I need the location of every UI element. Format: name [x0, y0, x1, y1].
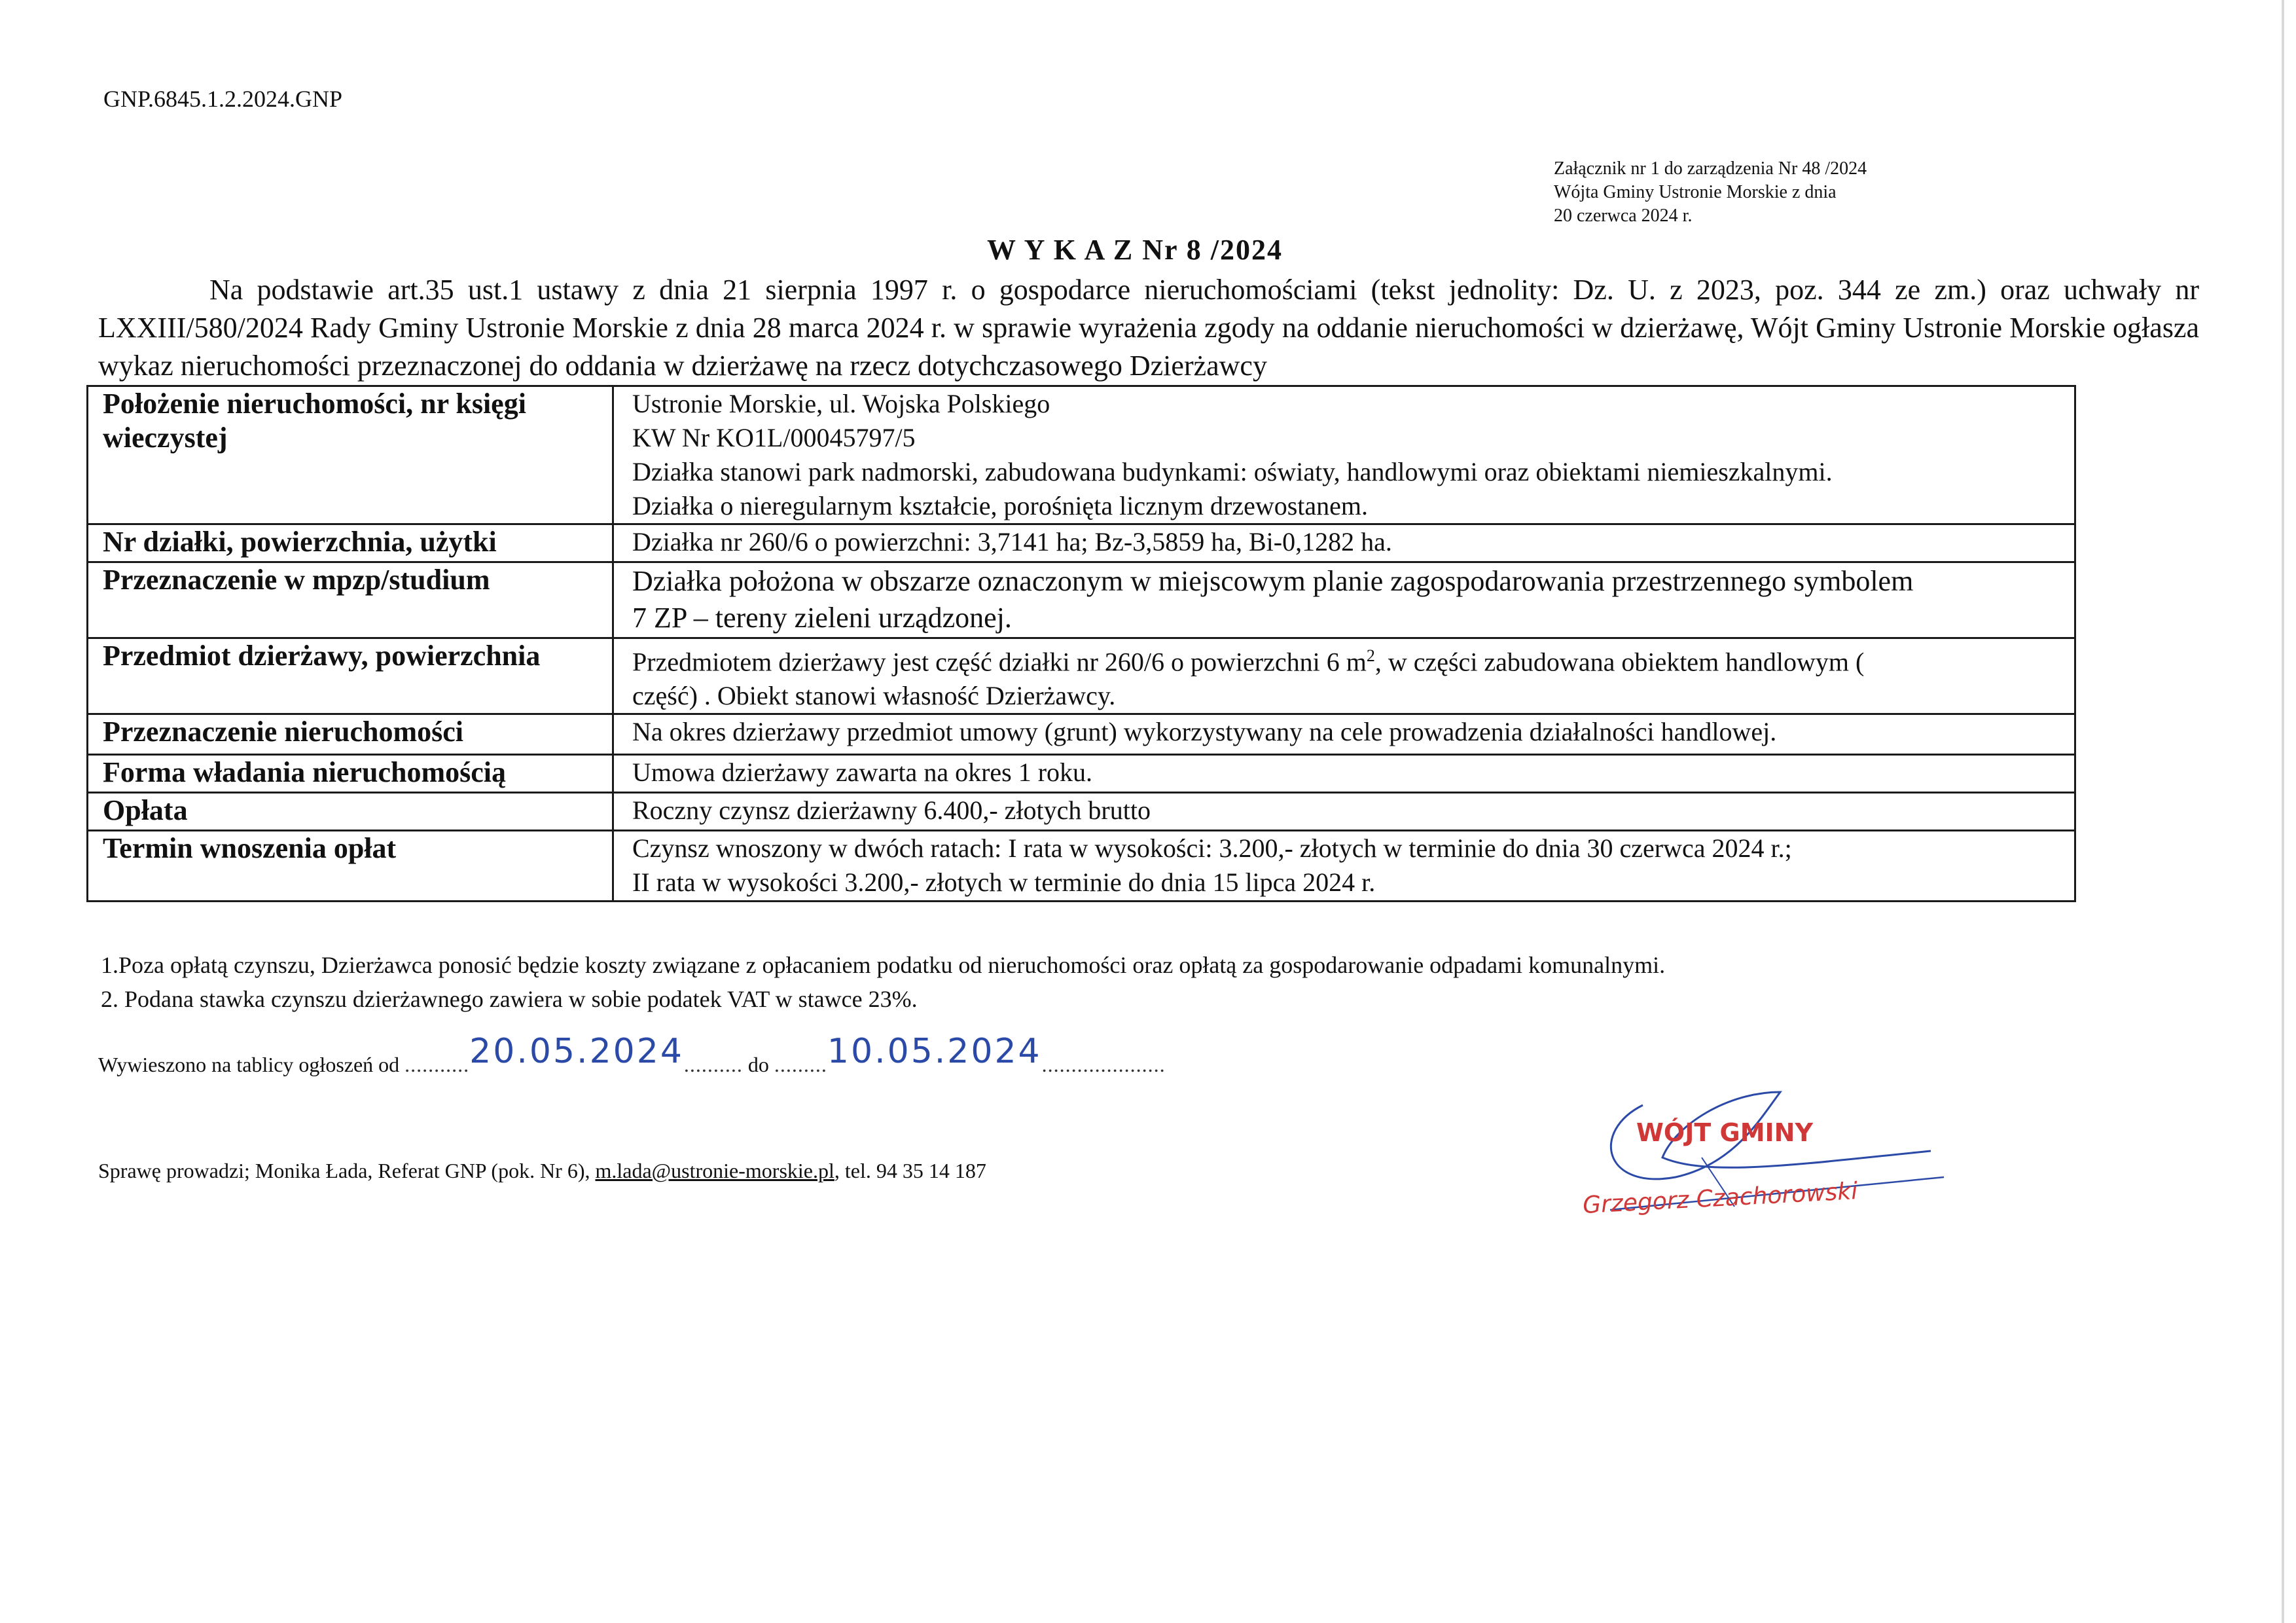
value-line: część) . Obiekt stanowi własność Dzierżawcy. [632, 681, 1116, 711]
table-row [88, 524, 2075, 562]
value-line: Działka nr 260/6 o powierzchni: 3,7141 ha; Bz-3,5859 ha, Bi-0,1282 ha. [632, 527, 1392, 556]
intro-text: Na podstawie art.35 ust.1 ustawy z dnia 21 sierpnia 1997 r. o gospodarce nieruchomościami (tekst jednolity: Dz. U. z 2023, poz. 344 ze zm.) oraz uchwały nr LXXIII/580/2024 Rady Gminy Ustronie Morskie z dnia 28 marca 2024 r. w sprawie wyrażenia zgody na oddanie nieruchomości w dzierżawę, Wójt Gminy Ustronie Morskie ogłasza wykaz nieruchomości przeznaczonej do oddania w dzierżawę na rzecz dotychczasowego Dzierżawcy [98, 274, 2199, 382]
value-text: Przedmiotem dzierżawy jest część działki nr 260/6 o powierzchni 6 m [632, 647, 1367, 677]
row-value [613, 562, 2075, 638]
value-line [632, 639, 2060, 679]
row-value [613, 714, 2075, 755]
row-value [613, 755, 2075, 793]
row-label: Nr działki, powierzchnia, użytki [88, 524, 613, 562]
value-line: 7 ZP – tereny zieleni urządzonej. [632, 602, 1012, 634]
value-line: Działka stanowi park nadmorski, zabudowana budynkami: oświaty, handlowymi oraz obiektami niemieszkalnymi. [632, 457, 1833, 486]
row-value [613, 524, 2075, 562]
annex-line: Załącznik nr 1 do zarządzenia Nr 48 /2024 [1554, 158, 1867, 179]
dotted-line: ........... [404, 1053, 470, 1076]
value-line: Czynsz wnoszony w dwóch ratach: I rata w wysokości: 3.200,- złotych w terminie do dnia 30 czerwca 2024 r.; [632, 833, 1792, 864]
title-text: W Y K A Z Nr 8 /2024 [987, 234, 1283, 266]
value-line: Umowa dzierżawy zawarta na okres 1 roku. [632, 757, 1093, 788]
row-label: Przedmiot dzierżawy, powierzchnia [88, 638, 613, 714]
value-line: Ustronie Morskie, ul. Wojska Polskiego [632, 389, 1050, 418]
table-row [88, 562, 2075, 638]
row-label: Położenie nieruchomości, nr księgi wieczystej [88, 386, 613, 524]
value-text: , w części zabudowana obiektem handlowym ( [1374, 647, 1865, 677]
note-item: 1.Poza opłatą czynszu, Dzierżawca ponosić będzie koszty związane z opłacaniem podatku od nieruchomości oraz opłatą za gospodarowanie odpadami komunalnymi. [101, 952, 1666, 978]
value-line: KW Nr KO1L/00045797/5 [632, 423, 916, 452]
dotted-line: ......... [774, 1053, 827, 1076]
contact-phone: , tel. 94 35 14 187 [834, 1159, 986, 1182]
value-line: II rata w wysokości 3.200,- złotych w terminie do dnia 15 lipca 2024 r. [632, 867, 1376, 898]
row-value [613, 793, 2075, 831]
contact-line [98, 1159, 986, 1183]
contact-text: Sprawę prowadzi; Monika Łada, Referat GNP (pok. Nr 6), [98, 1159, 590, 1182]
posted-from-date: 20.05.2024 [469, 1032, 684, 1071]
email-link[interactable]: m.lada@ustronie-morskie.pl [595, 1159, 834, 1182]
annex-line: 20 czerwca 2024 r. [1554, 206, 1693, 226]
row-label: Opłata [88, 793, 613, 831]
stamp-name: Grzegorz Czachorowski [1582, 1178, 1859, 1219]
table-row [88, 831, 2075, 902]
posting-to-label: do [747, 1053, 769, 1076]
scan-edge [2282, 0, 2284, 1623]
table-row [88, 793, 2075, 831]
note-item: 2. Podana stawka czynszu dzierżawnego zawiera w sobie podatek VAT w stawce 23%. [101, 986, 918, 1012]
row-label: Forma władania nieruchomością [88, 755, 613, 793]
dotted-line: .......... [683, 1053, 743, 1076]
property-table [86, 385, 2076, 902]
table-row [88, 755, 2075, 793]
table-row [88, 386, 2075, 524]
dotted-line: ..................... [1041, 1053, 1166, 1076]
value-line: Na okres dzierżawy przedmiot umowy (grunt) wykorzystywany na cele prowadzenia działalności handlowej. [632, 717, 1777, 747]
stamp-title: WÓJT GMINY [1636, 1118, 1813, 1147]
row-value [613, 638, 2075, 714]
row-label: Termin wnoszenia opłat [88, 831, 613, 902]
intro-paragraph [98, 271, 2199, 385]
annex-note [1554, 157, 1867, 228]
row-label: Przeznaczenie w mpzp/studium [88, 562, 613, 638]
posting-dates [98, 1032, 1166, 1080]
value-line: Działka położona w obszarze oznaczonym w miejscowym planie zagospodarowania przestrzennego symbolem [632, 565, 1914, 597]
superscript: 2 [1366, 646, 1375, 665]
row-value [613, 831, 2075, 902]
posted-to-date: 10.05.2024 [827, 1032, 1042, 1071]
posting-label: Wywieszono na tablicy ogłoszeń od [98, 1053, 400, 1076]
value-line: Roczny czynsz dzierżawny 6.400,- złotych brutto [632, 795, 1151, 826]
document-title [0, 233, 2296, 266]
notes [101, 948, 1665, 1016]
row-label: Przeznaczenie nieruchomości [88, 714, 613, 755]
document-reference: GNP.6845.1.2.2024.GNP [103, 86, 343, 112]
annex-line: Wójta Gminy Ustronie Morskie z dnia [1554, 182, 1837, 202]
table-row [88, 714, 2075, 755]
value-line: Działka o nieregularnym kształcie, porośnięta licznym drzewostanem. [632, 491, 1369, 520]
row-value [613, 386, 2075, 524]
table-row [88, 638, 2075, 714]
